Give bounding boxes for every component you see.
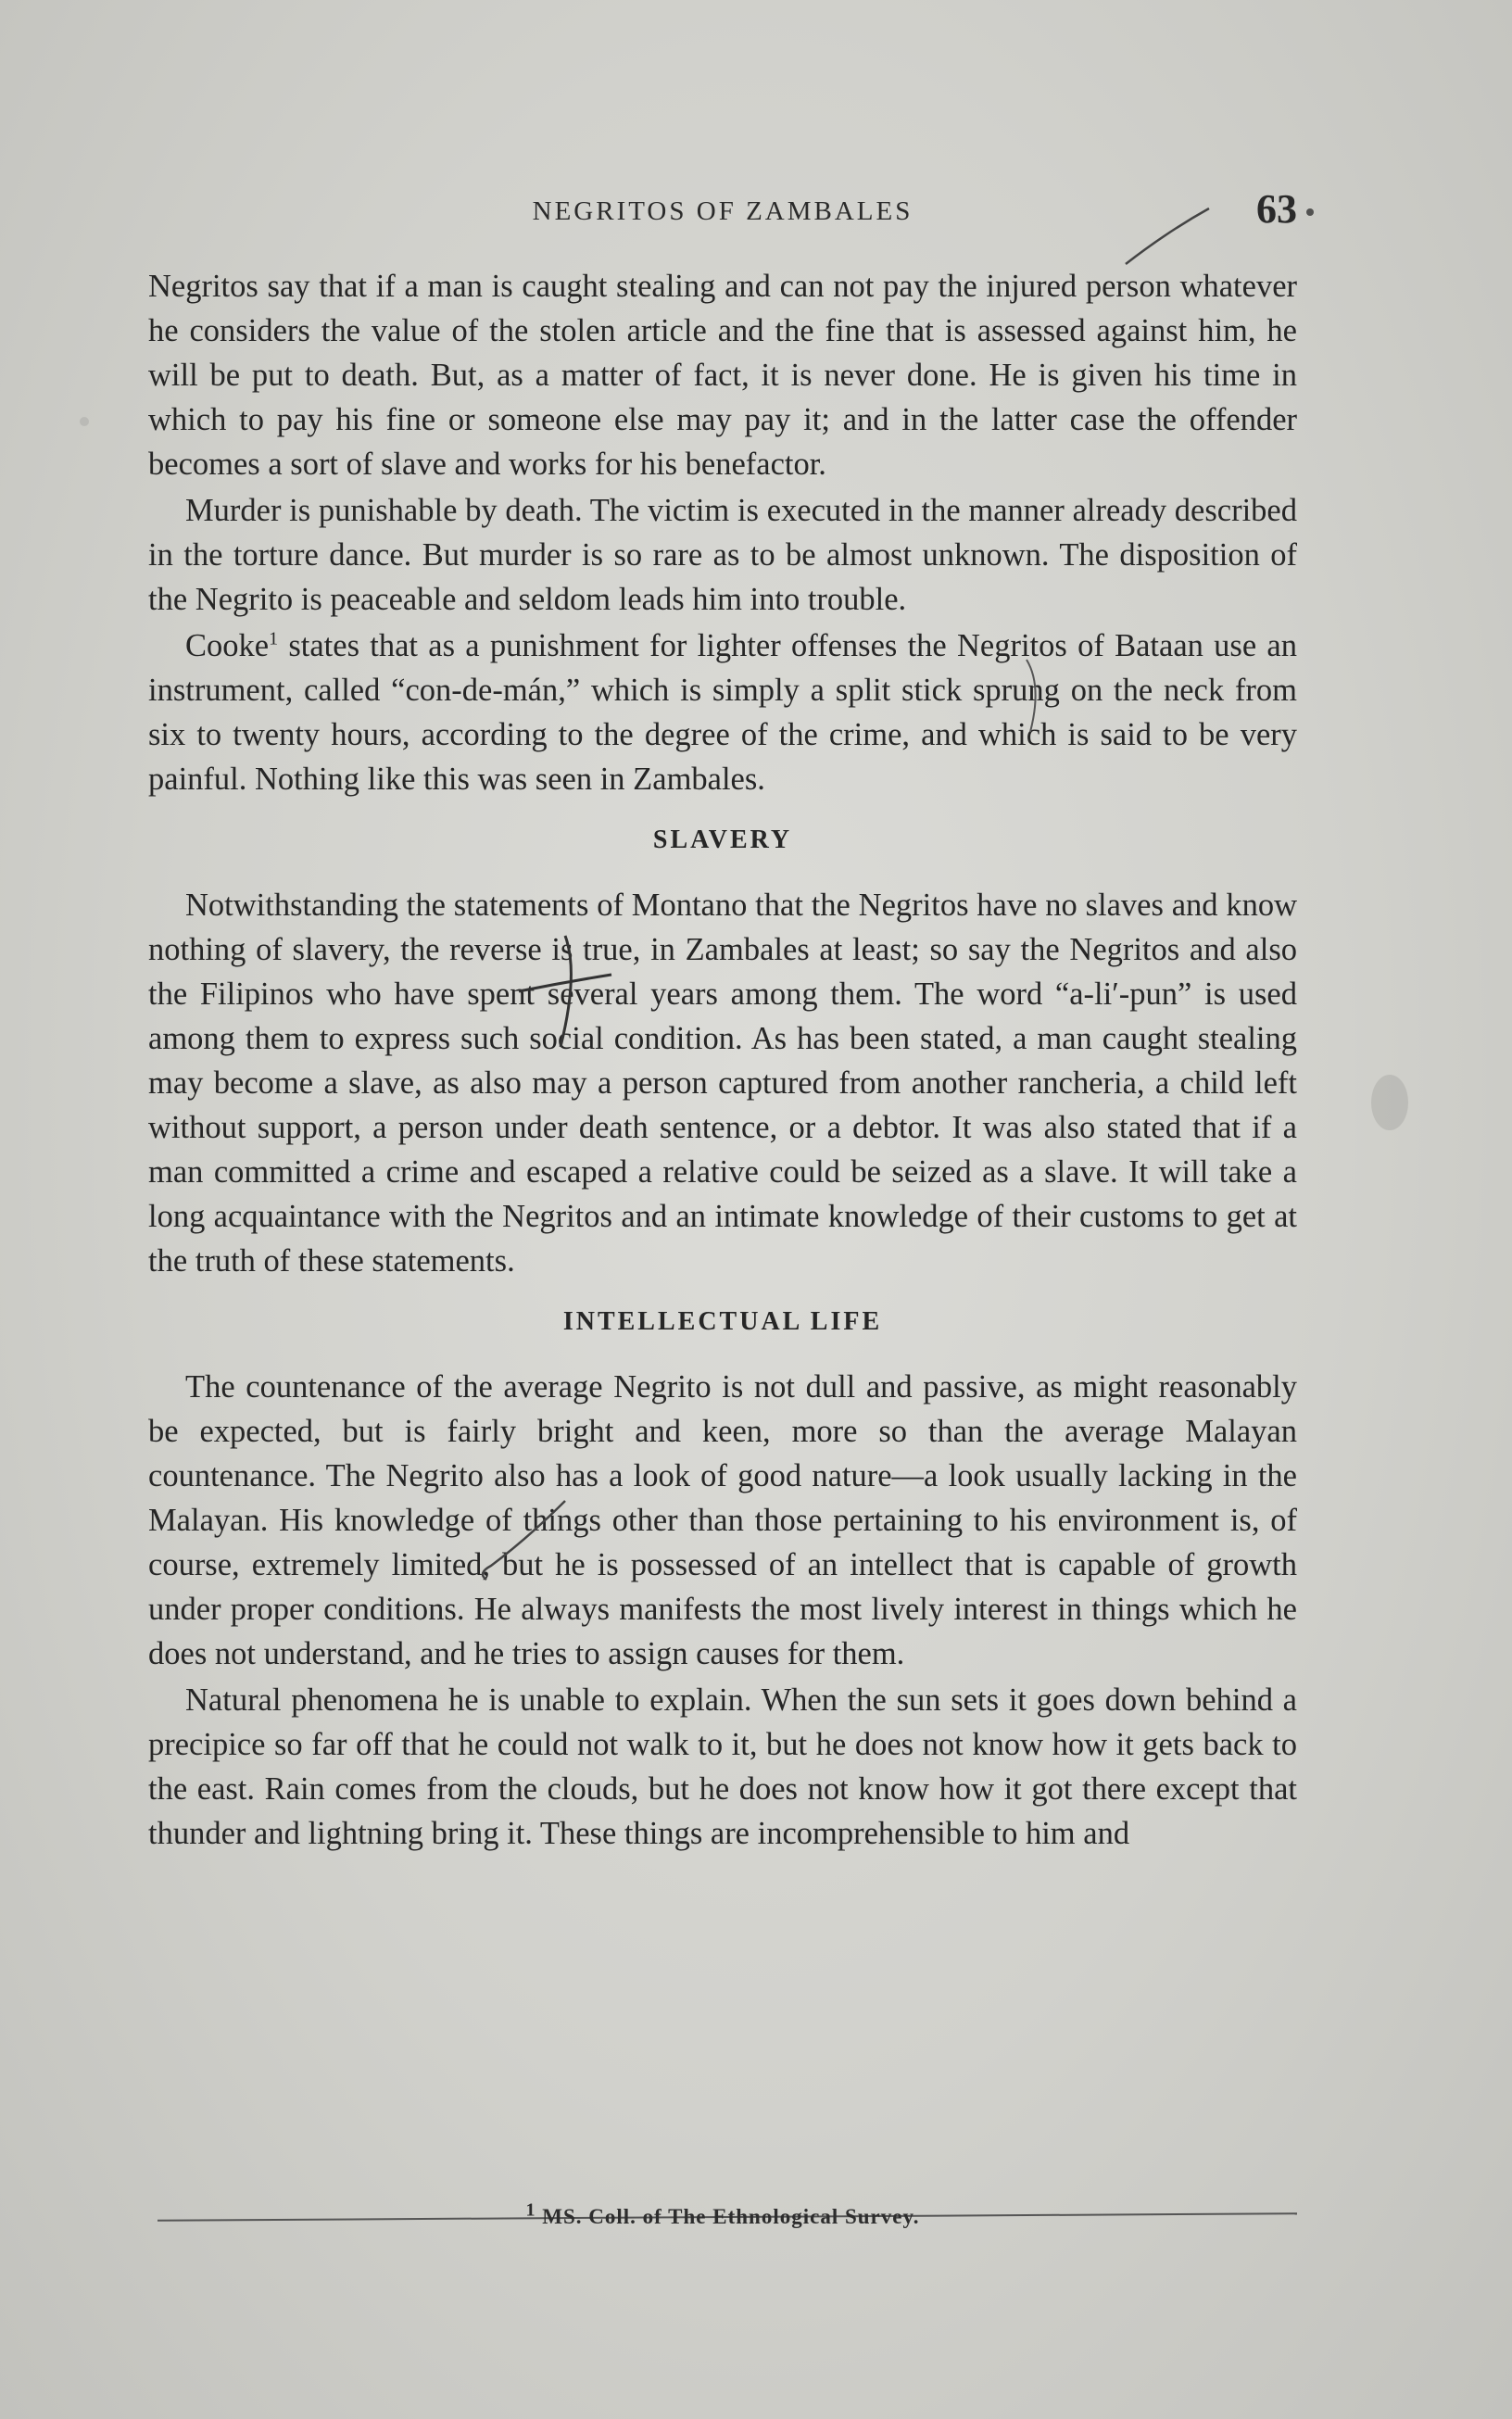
paragraph-slavery: Notwithstanding the statements of Montano that the Negritos have no slaves and know nothing of slavery, the reverse is true, in Zambales at least; so say the Negritos and also the Filipinos who have spent several years among them. The word “a-li′-pun” is used among them to express such social condition. As has been stated, a man caught stealing may become a slave, as also may a person captured from another rancheria, a child left without support, a person under death sentence, or a debtor. It was also stated that if a man committed a crime and escaped a relative could be seized as a slave. It will take a long acquaintance with the Negritos and an intimate knowledge of their customs to get at the truth of these statements. bbox=[148, 888, 1297, 1279]
running-title: NEGRITOS OF ZAMBALES bbox=[532, 196, 914, 226]
paragraph-murder: Murder is punishable by death. The victim is executed in the manner already described in the torture dance. But murder is so rare as to be almost unknown. The disposition of the Negrito is peaceable and seldom leads him into trouble. bbox=[148, 493, 1297, 617]
paper-speck bbox=[80, 417, 89, 426]
paragraph-countenance: The countenance of the average Negrito is not dull and passive, as might reasonably be expected, but is fairly bright and keen, more so than the average Malayan countenance. The Negrito also has a look of good nature—a look usually lacking in the Malayan. His knowledge of things other than those pertaining to his environment is, of course, extremely limited, but he is possessed of an intellect that is capable of growth under proper conditions. He always manifests the most lively interest in things which he does not understand, and he tries to assign causes for them. bbox=[148, 1369, 1297, 1671]
footnote-mark: 1 bbox=[525, 2199, 536, 2221]
cooke-text: states that as a punishment for lighter offenses the Negritos of Bataan use an instrument, called “con-de-mán,” which is simply a split stick sprung on the neck from six to twenty hours, according to the degree of the crime, and which is said to be very painful. Nothing like this was seen in Zambales. bbox=[148, 628, 1297, 797]
heading-intellectual-life: INTELLECTUAL LIFE bbox=[562, 1307, 883, 1336]
cooke-name: Cooke bbox=[185, 628, 270, 663]
footnote-text: MS. Coll. of The Ethnological Survey. bbox=[536, 2205, 920, 2228]
paragraph-stealing: Negritos say that if a man is caught stealing and can not pay the injured person whatever he considers the value of the stolen article and the fine that is assessed against him, he will be put to death. But, as a matter of fact, it is never done. He is given his time in which to pay his fine or someone else may pay it; and in the latter case the offender becomes a sort of slave and works for his benefactor. bbox=[148, 269, 1297, 482]
page-number: 63 bbox=[1256, 186, 1297, 232]
paragraph-natural-phenomena: Natural phenomena he is unable to explain. When the sun sets it goes down behind a precipice so far off that he could not walk to it, but he does not know how it gets back to the east. Rain comes from the clouds, but he does not know how it got there except that thunder and lightning bring it. These things are incomprehensible to him and bbox=[148, 1682, 1297, 1851]
footnote bbox=[148, 2199, 1297, 2229]
paragraph-cooke bbox=[148, 624, 1297, 801]
running-head bbox=[148, 185, 1297, 241]
body-text bbox=[148, 264, 1297, 1858]
heading-slavery: SLAVERY bbox=[652, 825, 793, 854]
footnote-reference: 1 bbox=[269, 628, 279, 649]
paper-speck bbox=[1371, 1075, 1408, 1130]
paper-speck bbox=[1306, 208, 1314, 216]
